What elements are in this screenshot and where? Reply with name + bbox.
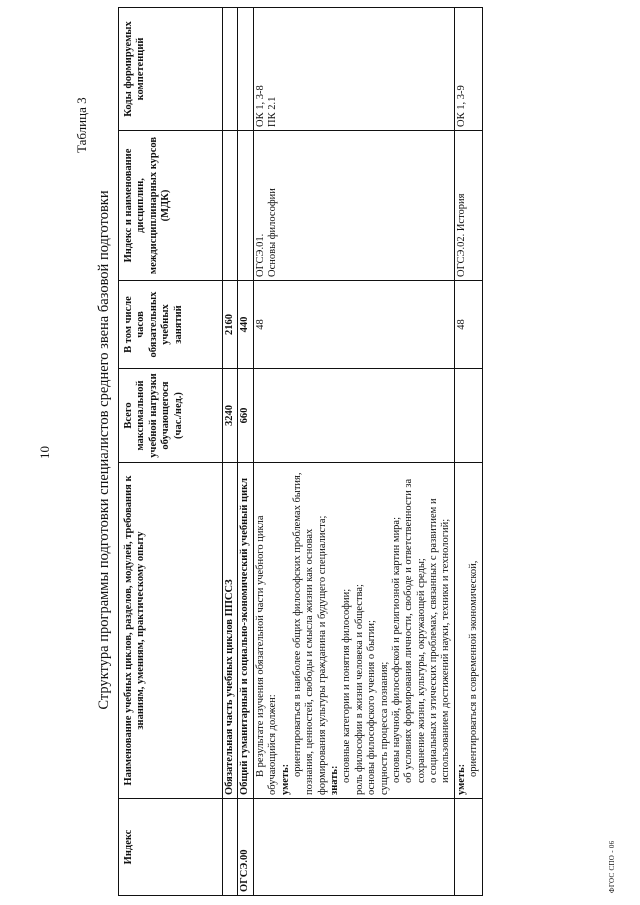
philosophy-znat-label: знать:: [329, 765, 340, 795]
philosophy-mandatory: 48: [253, 281, 454, 369]
header-row: [119, 8, 223, 896]
knowledge-item: о социальных и этических проблемах, связанных с развитием и использованием достижений науки, техники и технологий;: [428, 498, 452, 783]
knowledge-item: сущность процесса познания;: [378, 661, 390, 795]
ogse-name: Общий гуманитарный и социально-экономический учебный цикл: [238, 463, 253, 799]
philosophy-intro: В результате изучения обязательной части учебного цикла обучающийся должен:: [254, 515, 279, 795]
history-mandatory: 48: [454, 281, 482, 369]
history-umet-label: уметь:: [455, 763, 467, 795]
header-index: Индекс: [119, 799, 223, 896]
philosophy-competencies: [253, 8, 454, 131]
history-requirements: [454, 463, 482, 799]
history-discipline: ОГСЭ.02. История: [454, 131, 482, 281]
knowledge-item: основные категории и понятия философии;: [341, 588, 353, 783]
philosophy-discipline-name: Основы философии: [267, 188, 279, 277]
header-name: Наименование учебных циклов, разделов, модулей, требования к знаниям, умениям, практическому опыту: [119, 463, 223, 799]
philosophy-umet-label: уметь:: [279, 763, 291, 795]
knowledge-item: основы научной, философской и религиозной картин мира;: [390, 516, 402, 783]
ogse-max-load: 660: [238, 369, 253, 463]
ogse-index: ОГСЭ.00: [238, 799, 253, 896]
header-mandatory-hours: В том числе часов обязательных учебных занятий: [119, 281, 223, 369]
ogse-mandatory: 440: [238, 281, 253, 369]
knowledge-item: об условиях формирования личности, свободе и ответственности за сохранение жизни, культуры, окружающей среды;: [403, 478, 427, 783]
total-name: Обязательная часть учебных циклов ППССЗ: [223, 463, 238, 799]
page-number: 10: [37, 446, 52, 459]
table-label: Таблица 3: [74, 97, 89, 153]
table-title: Структура программы подготовки специалистов среднего звена базовой подготовки: [96, 190, 112, 710]
table-row-ogse: [238, 8, 253, 896]
table-row-philosophy: [253, 8, 454, 896]
philosophy-discipline-code: ОГСЭ.01.: [254, 233, 266, 277]
history-umet-text: ориентироваться в современной экономической,: [468, 560, 480, 777]
philosophy-requirements: [253, 463, 454, 799]
header-competencies: Коды формируемых компетенций: [119, 8, 223, 131]
philosophy-discipline: [253, 131, 454, 281]
philosophy-competencies-ok: ОК 1, 3-8: [254, 85, 266, 127]
header-max-load: Всего максимальной учебной нагрузки обучающегося (час./нед.): [119, 369, 223, 463]
total-max-load: 3240: [223, 369, 238, 463]
total-mandatory: 2160: [223, 281, 238, 369]
philosophy-competencies-pk: ПК 2.1: [267, 96, 279, 127]
philosophy-umet-text: ориентироваться в наиболее общих философских проблемах бытия, познания, ценностей, свободы и смысла жизни как основах формирования культуры гражданина и будущего специалиста;: [291, 472, 328, 795]
header-discipline: Индекс и наименование дисциплин, междисциплинарных курсов (МДК): [119, 131, 223, 281]
program-structure-table: [118, 7, 483, 896]
history-competencies: ОК 1, 3-9: [454, 8, 482, 131]
knowledge-item: роль философии в жизни человека и общества;: [353, 584, 365, 795]
footer-label: ФГОС СПО - 06: [608, 840, 616, 893]
table-row-total: [223, 8, 238, 896]
table-row-history: [454, 8, 482, 896]
knowledge-item: основы философского учения о бытии;: [366, 620, 378, 795]
